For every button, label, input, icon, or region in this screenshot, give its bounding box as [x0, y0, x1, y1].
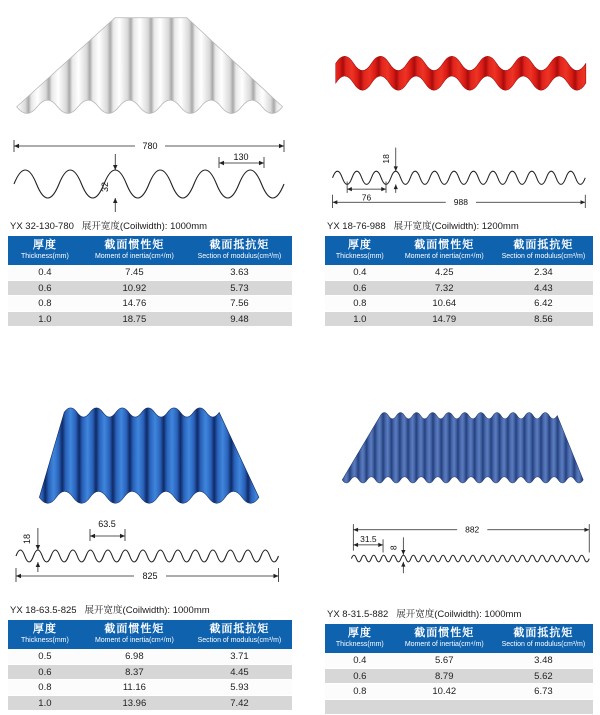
col-modulus-zh: 截面抵抗矩 [187, 239, 292, 252]
col-modulus [187, 623, 292, 645]
cell: 0.6 [325, 669, 395, 685]
col-modulus-en: Section of modulus(cm³/m) [187, 252, 292, 261]
table-row [325, 296, 593, 312]
col-thickness-en: Thickness(mm) [8, 252, 82, 261]
col-thickness [325, 627, 395, 649]
coilwidth-text: 展开宽度(Coilwidth): 1000mm [85, 605, 210, 616]
spec-table [325, 624, 593, 715]
col-modulus-zh: 截面抵抗矩 [494, 627, 593, 640]
cell [494, 700, 593, 715]
cell: 6.42 [494, 296, 593, 312]
cell: 10.42 [395, 684, 494, 700]
col-inertia [82, 623, 187, 645]
dim-pitch-label: 31.5 [360, 534, 377, 544]
dim-pitch-label: 130 [233, 152, 248, 162]
dim-height-label: 8 [389, 545, 399, 550]
cell: 8.56 [494, 312, 593, 328]
table-header [325, 236, 593, 265]
cell: 4.45 [187, 665, 292, 681]
profile-drawing [325, 132, 593, 216]
cell: 1.0 [325, 312, 395, 328]
cell: 11.16 [82, 680, 187, 696]
table-row [8, 680, 292, 696]
sheet-render-red [325, 4, 593, 130]
cell: 1.0 [8, 696, 82, 712]
spec-label [327, 606, 593, 620]
wave-profile [16, 550, 279, 562]
table-row [8, 296, 292, 312]
profile-drawing [8, 516, 292, 600]
spec-table [8, 620, 292, 711]
cell: 0.8 [8, 680, 82, 696]
dim-overall-label: 825 [142, 571, 157, 581]
cell: 7.45 [82, 265, 187, 281]
sheet-render-blue-fine [325, 394, 593, 514]
cell: 10.64 [395, 296, 494, 312]
table-row [325, 669, 593, 685]
model-code: YX 18-63.5-825 [10, 605, 77, 616]
cell: 3.71 [187, 649, 292, 665]
cell: 0.6 [8, 665, 82, 681]
col-modulus-en: Section of modulus(cm³/m) [187, 636, 292, 645]
coilwidth-text: 展开宽度(Coilwidth): 1000mm [396, 609, 521, 620]
dim-height-label: 32 [100, 182, 110, 192]
spec-table [8, 236, 292, 327]
col-inertia-en: Moment of inertia(cm⁴/m) [395, 252, 494, 261]
col-thickness [8, 239, 82, 261]
spec-label [10, 218, 292, 232]
col-modulus-en: Section of modulus(cm³/m) [494, 640, 593, 649]
dim-pitch-label: 63.5 [98, 519, 116, 529]
col-thickness-zh: 厚度 [325, 239, 395, 252]
cell: 3.63 [187, 265, 292, 281]
dim-height-label: 18 [22, 534, 32, 544]
table-row [8, 281, 292, 297]
cell: 5.67 [395, 653, 494, 669]
profile-drawing [325, 516, 593, 604]
product-panel-yx32-130-780 [0, 0, 300, 390]
product-panel-yx18-63.5-825 [0, 390, 300, 700]
col-inertia [395, 627, 494, 649]
sheet-render-blue [8, 394, 292, 514]
col-inertia-en: Moment of inertia(cm⁴/m) [395, 640, 494, 649]
col-inertia-zh: 截面惯性矩 [82, 239, 187, 252]
cell: 14.76 [82, 296, 187, 312]
col-inertia-en: Moment of inertia(cm⁴/m) [82, 252, 187, 261]
cell: 0.8 [325, 684, 395, 700]
cell: 9.48 [187, 312, 292, 328]
cell: 7.42 [187, 696, 292, 712]
cell: 5.93 [187, 680, 292, 696]
col-modulus [494, 627, 593, 649]
cell: 1.0 [8, 312, 82, 328]
table-row [8, 265, 292, 281]
cell: 6.73 [494, 684, 593, 700]
cell [325, 700, 395, 715]
coilwidth-text: 展开宽度(Coilwidth): 1000mm [82, 221, 207, 232]
cell: 2.34 [494, 265, 593, 281]
cell: 4.25 [395, 265, 494, 281]
table-header [8, 620, 292, 649]
cell: 0.8 [8, 296, 82, 312]
cell: 4.43 [494, 281, 593, 297]
col-inertia-zh: 截面惯性矩 [395, 239, 494, 252]
sheet-render-white [8, 4, 292, 130]
profile-drawing [8, 132, 292, 216]
wave-profile [333, 171, 586, 184]
table-row [8, 312, 292, 328]
dim-overall-label: 882 [465, 525, 479, 535]
dim-pitch-label: 76 [362, 192, 372, 202]
coilwidth-text: 展开宽度(Coilwidth): 1200mm [394, 221, 519, 232]
dim-overall-label: 988 [454, 197, 468, 207]
col-thickness [325, 239, 395, 261]
col-thickness-zh: 厚度 [8, 239, 82, 252]
cell: 8.79 [395, 669, 494, 685]
col-thickness-en: Thickness(mm) [8, 636, 82, 645]
model-code: YX 8-31.5-882 [327, 609, 388, 620]
col-modulus-zh: 截面抵抗矩 [187, 623, 292, 636]
col-thickness [8, 623, 82, 645]
model-code: YX 18-76-988 [327, 221, 386, 232]
col-thickness-zh: 厚度 [325, 627, 395, 640]
cell: 6.98 [82, 649, 187, 665]
col-inertia [82, 239, 187, 261]
table-header [325, 624, 593, 653]
table-row [325, 653, 593, 669]
cell: 0.6 [325, 281, 395, 297]
col-thickness-en: Thickness(mm) [325, 640, 395, 649]
cell: 3.48 [494, 653, 593, 669]
cell: 0.4 [8, 265, 82, 281]
cell: 0.8 [325, 296, 395, 312]
cell: 0.4 [325, 653, 395, 669]
col-modulus [494, 239, 593, 261]
table-row [325, 700, 593, 715]
table-row [325, 684, 593, 700]
table-row [8, 696, 292, 712]
spec-label [327, 218, 593, 232]
model-code: YX 32-130-780 [10, 221, 74, 232]
cell [395, 700, 494, 715]
col-inertia-zh: 截面惯性矩 [395, 627, 494, 640]
product-panel-yx18-76-988 [300, 0, 600, 390]
cell: 10.92 [82, 281, 187, 297]
cell: 18.75 [82, 312, 187, 328]
col-thickness-zh: 厚度 [8, 623, 82, 636]
cell: 14.79 [395, 312, 494, 328]
cell: 0.6 [8, 281, 82, 297]
dim-height-label: 18 [381, 154, 391, 164]
cell: 13.96 [82, 696, 187, 712]
cell: 5.62 [494, 669, 593, 685]
cell: 0.5 [8, 649, 82, 665]
cell: 5.73 [187, 281, 292, 297]
col-modulus-zh: 截面抵抗矩 [494, 239, 593, 252]
table-row [8, 649, 292, 665]
cell: 7.32 [395, 281, 494, 297]
col-thickness-en: Thickness(mm) [325, 252, 395, 261]
cell: 8.37 [82, 665, 187, 681]
dim-overall-label: 780 [142, 141, 157, 151]
table-row [325, 265, 593, 281]
wave-profile [14, 170, 284, 198]
spec-table [325, 236, 593, 327]
col-modulus-en: Section of modulus(cm³/m) [494, 252, 593, 261]
product-panel-yx8-31.5-882 [300, 390, 600, 700]
col-inertia-zh: 截面惯性矩 [82, 623, 187, 636]
spec-label [10, 602, 292, 616]
table-row [325, 312, 593, 328]
cell: 0.4 [325, 265, 395, 281]
table-row [325, 281, 593, 297]
cell: 7.56 [187, 296, 292, 312]
col-inertia [395, 239, 494, 261]
table-row [8, 665, 292, 681]
col-inertia-en: Moment of inertia(cm⁴/m) [82, 636, 187, 645]
wave-profile [351, 555, 589, 562]
col-modulus [187, 239, 292, 261]
table-header [8, 236, 292, 265]
